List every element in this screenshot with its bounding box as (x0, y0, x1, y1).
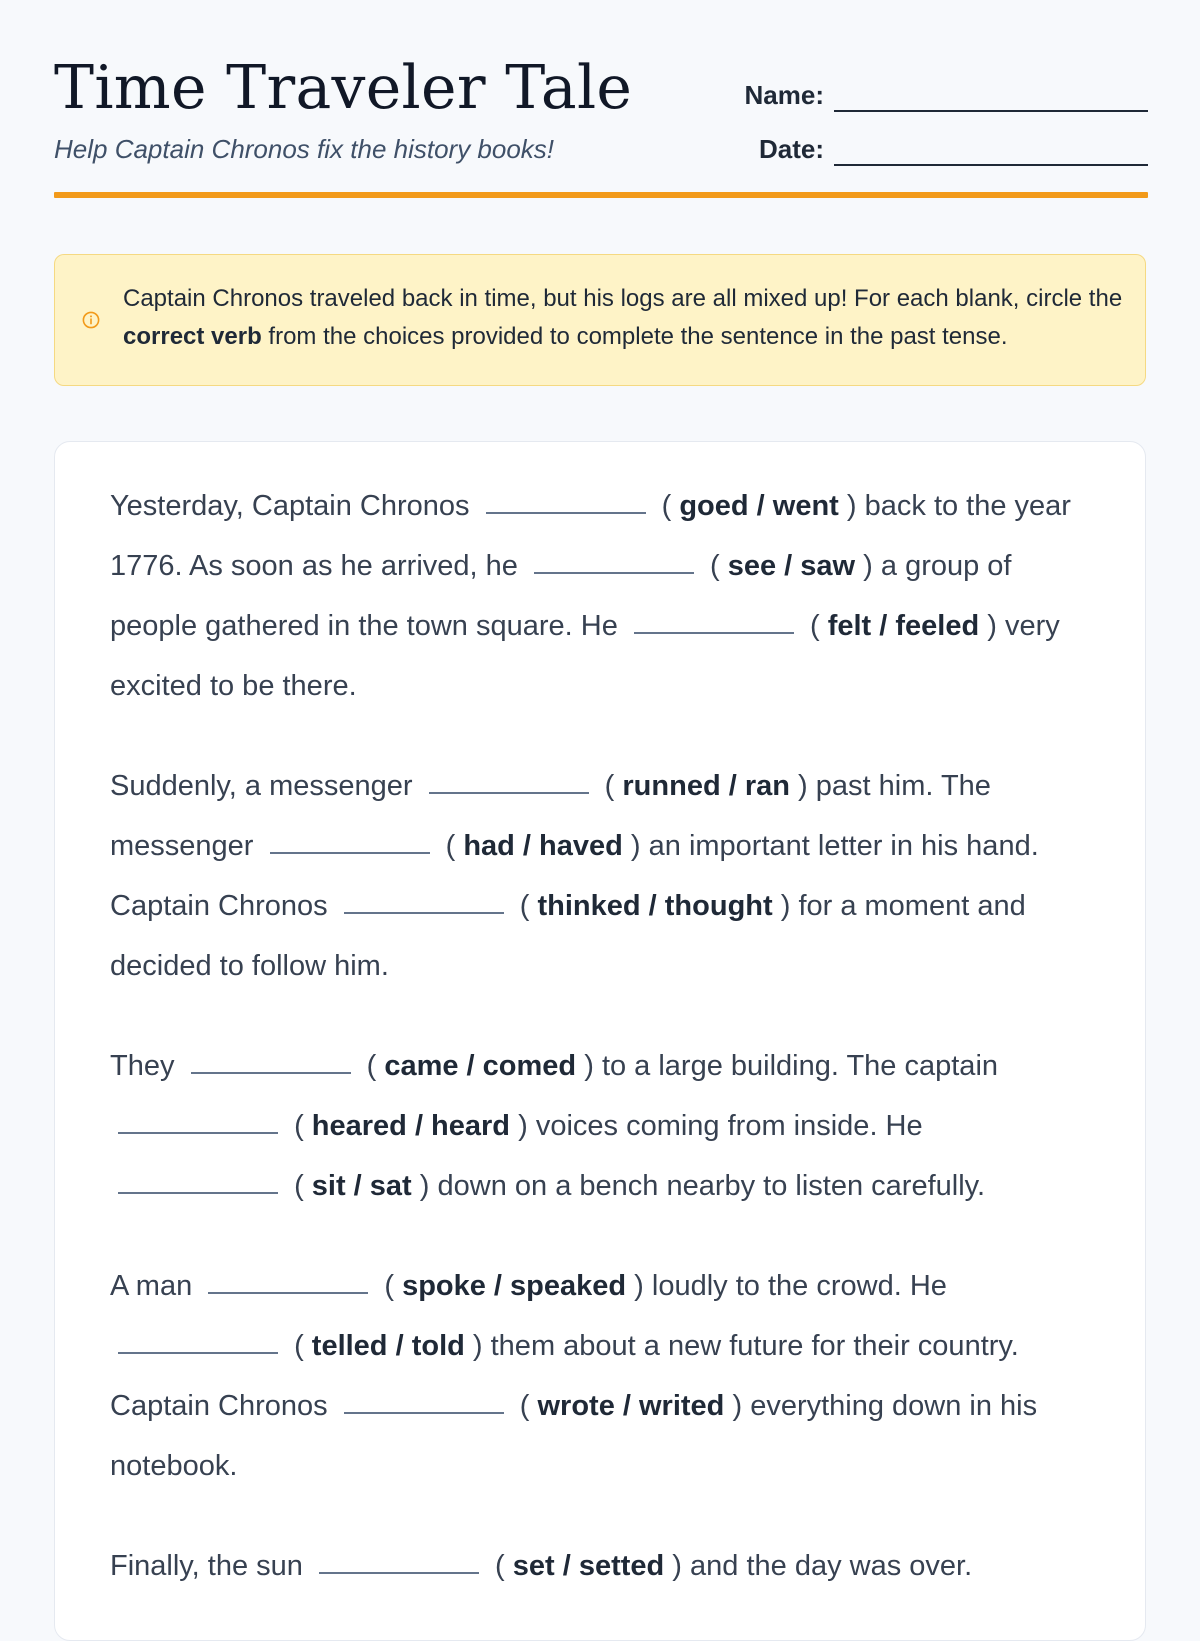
story-text: a group of people gathered in the town square. He (110, 550, 1012, 642)
verb-options: felt / feeled (827, 610, 980, 642)
name-label: Name: (744, 80, 824, 110)
story-text: Yesterday, Captain Chronos (110, 490, 470, 522)
story-text: A man (110, 1270, 193, 1302)
instructions-text (123, 280, 1123, 356)
verb-options: sit / sat (311, 1170, 412, 1202)
verb-options: runned / ran (622, 770, 790, 802)
verb-choice[interactable]: ( had / haved ) (445, 830, 641, 862)
instructions-text-before: Captain Chronos traveled back in time, but his logs are all mixed up! For each blank, circle the (123, 285, 1123, 312)
story-card (54, 441, 1146, 1641)
date-field (759, 132, 1148, 166)
answer-blank[interactable] (534, 572, 694, 574)
story-paragraph (110, 476, 1100, 716)
verb-choice[interactable]: ( sit / sat ) (294, 1170, 430, 1202)
verb-options: wrote / writed (537, 1390, 725, 1422)
answer-blank[interactable] (208, 1292, 368, 1294)
story-text: for a moment and decided to follow him. (110, 890, 1026, 982)
verb-choice[interactable]: ( wrote / writed ) (519, 1390, 743, 1422)
answer-blank[interactable] (118, 1132, 278, 1134)
page-title: Time Traveler Tale (54, 53, 633, 123)
verb-options: set / setted (512, 1550, 665, 1582)
instructions-box (54, 254, 1146, 386)
verb-options: see / saw (727, 550, 856, 582)
verb-choice[interactable]: ( came / comed ) (366, 1050, 594, 1082)
story-text: and the day was over. (690, 1550, 973, 1582)
answer-blank[interactable] (319, 1572, 479, 1574)
verb-options: heared / heard (311, 1110, 511, 1142)
story-text: them about a new future for their country. Captain Chronos (110, 1330, 1019, 1422)
verb-choice[interactable]: ( felt / feeled ) (809, 610, 997, 642)
date-line[interactable] (834, 136, 1148, 166)
verb-choice[interactable]: ( thinked / thought ) (519, 890, 791, 922)
verb-options: thinked / thought (537, 890, 773, 922)
info-icon (82, 311, 100, 329)
story-text: Finally, the sun (110, 1550, 303, 1582)
story-text: past him. The messenger (110, 770, 991, 862)
verb-options: spoke / speaked (402, 1270, 627, 1302)
answer-blank[interactable] (344, 1412, 504, 1414)
verb-options: goed / went (679, 490, 839, 522)
story-paragraph (110, 756, 1100, 996)
name-line[interactable] (834, 82, 1148, 112)
date-label: Date: (758, 134, 824, 164)
verb-options: telled / told (311, 1330, 465, 1362)
answer-blank[interactable] (486, 512, 646, 514)
verb-options: had / haved (463, 830, 623, 862)
answer-blank[interactable] (118, 1352, 278, 1354)
verb-choice[interactable]: ( spoke / speaked ) (384, 1270, 644, 1302)
answer-blank[interactable] (429, 792, 589, 794)
story-text: loudly to the crowd. He (651, 1270, 947, 1302)
story-text: back to the year 1776. As soon as he arrived, he (110, 490, 1071, 582)
verb-choice[interactable]: ( goed / went ) (661, 490, 857, 522)
story-paragraph (110, 1036, 1100, 1216)
instructions-text-after: from the choices provided to complete the sentence in the past tense. (261, 323, 1008, 350)
verb-choice[interactable]: ( runned / ran ) (604, 770, 808, 802)
verb-choice[interactable]: ( telled / told ) (294, 1330, 483, 1362)
answer-blank[interactable] (344, 912, 504, 914)
instructions-text-bold: correct verb (123, 323, 262, 350)
story-text: Suddenly, a messenger (110, 770, 413, 802)
page-subtitle: Help Captain Chronos fix the history books! (54, 134, 555, 164)
story-paragraph (110, 1536, 1100, 1596)
story-text: down on a bench nearby to listen carefully. (437, 1170, 986, 1202)
verb-choice[interactable]: ( set / setted ) (495, 1550, 682, 1582)
header-divider (54, 192, 1148, 198)
story-text: everything down in his notebook. (110, 1390, 1038, 1482)
answer-blank[interactable] (634, 632, 794, 634)
story-text: very excited to be there. (110, 610, 1060, 702)
story-text: voices coming from inside. He (535, 1110, 923, 1142)
answer-blank[interactable] (270, 852, 430, 854)
verb-choice[interactable]: ( heared / heard ) (294, 1110, 528, 1142)
name-field (745, 78, 1148, 112)
verb-options: came / comed (384, 1050, 577, 1082)
worksheet-header (54, 52, 1148, 200)
verb-choice[interactable]: ( see / saw ) (710, 550, 873, 582)
story-body (110, 476, 1100, 1636)
story-paragraph (110, 1256, 1100, 1496)
answer-blank[interactable] (191, 1072, 351, 1074)
story-text: an important letter in his hand. Captain Chronos (110, 830, 1039, 922)
story-text: to a large building. The captain (601, 1050, 999, 1082)
answer-blank[interactable] (118, 1192, 278, 1194)
story-text: They (110, 1050, 175, 1082)
